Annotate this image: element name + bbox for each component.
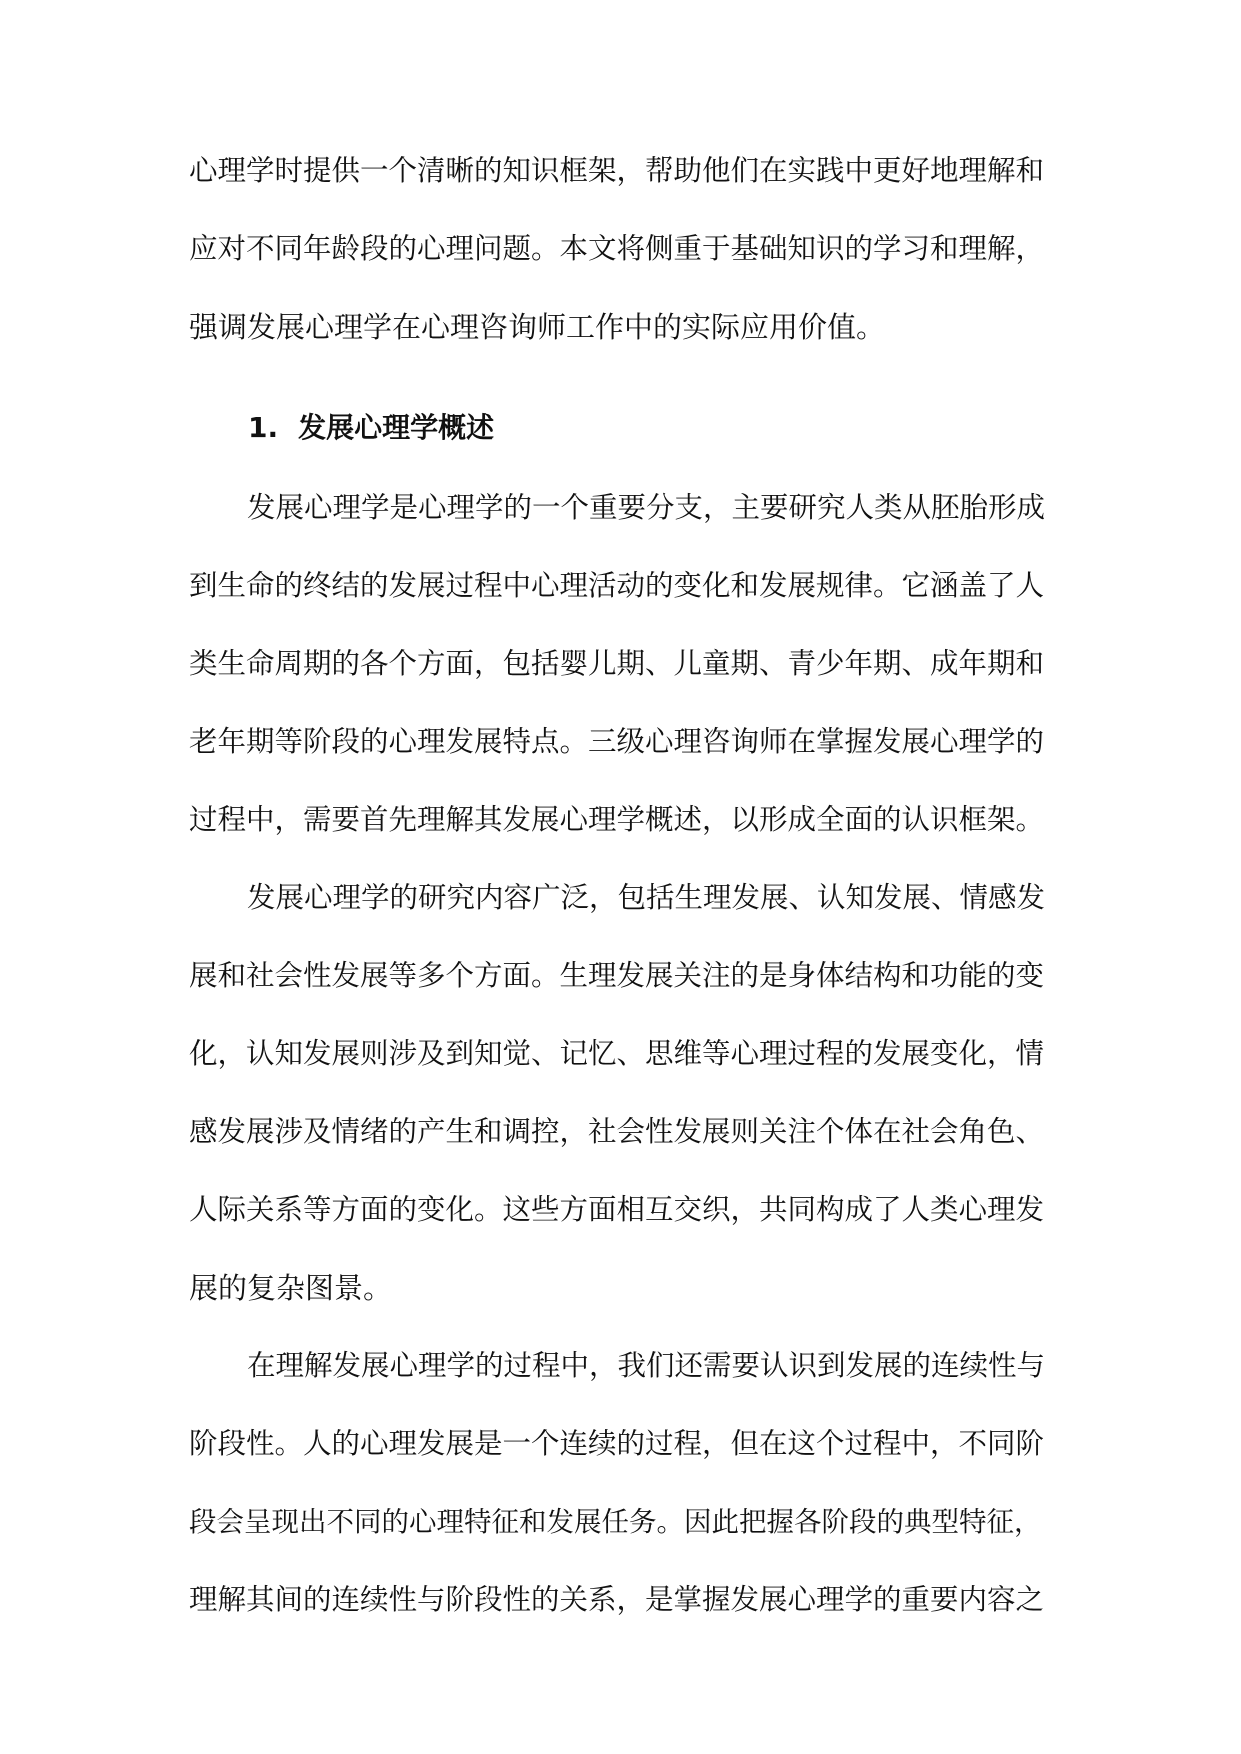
text-line: 展和社会性发展等多个方面。生理发展关注的是身体结构和功能的变 (189, 959, 1045, 992)
text-line: 人际关系等方面的变化。这些方面相互交织，共同构成了人类心理发 (189, 1193, 1045, 1226)
text-line: 老年期等阶段的心理发展特点。三级心理咨询师在掌握发展心理学的 (189, 725, 1045, 758)
text-line: 在理解发展心理学的过程中，我们还需要认识到发展的连续性与 (247, 1349, 1046, 1382)
text-line: 阶段性。人的心理发展是一个连续的过程，但在这个过程中，不同阶 (189, 1427, 1045, 1460)
text-line: 心理学时提供一个清晰的知识框架，帮助他们在实践中更好地理解和 (189, 154, 1045, 187)
text-line: 发展心理学的研究内容广泛，包括生理发展、认知发展、情感发 (247, 881, 1046, 914)
section-title: 发展心理学概述 (298, 411, 495, 444)
text-line: 理解其间的连续性与阶段性的关系，是掌握发展心理学的重要内容之 (189, 1583, 1045, 1616)
text-line: 发展心理学是心理学的一个重要分支，主要研究人类从胚胎形成 (247, 491, 1046, 524)
text-line: 过程中，需要首先理解其发展心理学概述，以形成全面的认识框架。 (189, 803, 1045, 836)
text-line: 段会呈现出不同的心理特征和发展任务。因此把握各阶段的典型特征， (189, 1506, 1042, 1538)
text-line: 到生命的终结的发展过程中心理活动的变化和发展规律。它涵盖了人 (189, 569, 1045, 602)
text-line: 感发展涉及情绪的产生和调控，社会性发展则关注个体在社会角色、 (189, 1115, 1045, 1148)
text-line: 类生命周期的各个方面，包括婴儿期、儿童期、青少年期、成年期和 (189, 647, 1045, 680)
section-number: 1. (248, 411, 279, 444)
text-line: 展的复杂图景。 (189, 1271, 393, 1305)
text-line: 化，认知发展则涉及到知觉、记忆、思维等心理过程的发展变化，情 (189, 1037, 1045, 1070)
text-line: 强调发展心理学在心理咨询师工作中的实际应用价值。 (189, 310, 886, 344)
text-line: 应对不同年龄段的心理问题。本文将侧重于基础知识的学习和理解， (189, 232, 1045, 265)
